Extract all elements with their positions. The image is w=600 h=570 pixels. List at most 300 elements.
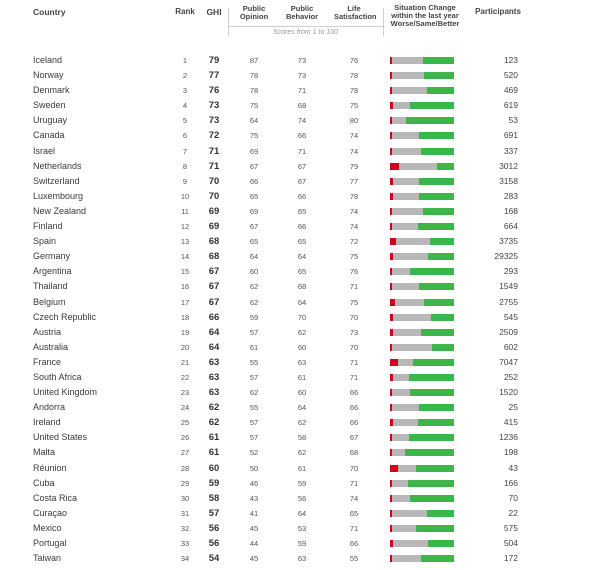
cell-public-opinion: 66 — [249, 176, 259, 186]
situation-change-bar — [390, 223, 454, 230]
better-segment — [405, 449, 454, 456]
cell-ghi: 69 — [208, 221, 220, 233]
situation-change-bar — [390, 208, 454, 215]
cell-ghi: 56 — [208, 538, 220, 549]
situation-change-bar — [390, 404, 454, 411]
cell-public-behavior: 59 — [297, 539, 307, 548]
same-segment — [392, 510, 427, 517]
cell-rank: 3 — [182, 86, 188, 96]
cell-participants: 1520 — [499, 387, 518, 398]
table-row[interactable] — [0, 430, 600, 445]
cell-public-behavior: 65 — [297, 237, 307, 247]
cell-life-satisfaction: 74 — [349, 493, 359, 503]
better-segment — [410, 495, 454, 502]
worse-segment — [390, 465, 398, 472]
cell-participants: 545 — [503, 311, 518, 322]
cell-ghi: 66 — [208, 311, 220, 323]
cell-ghi: 64 — [208, 341, 220, 353]
cell-public-behavior: 71 — [297, 86, 307, 96]
cell-participants: 504 — [503, 538, 518, 548]
cell-public-behavior: 71 — [297, 146, 307, 156]
same-segment — [396, 238, 429, 245]
cell-life-satisfaction: 71 — [349, 357, 359, 367]
cell-rank: 25 — [180, 418, 190, 428]
cell-country: France — [33, 356, 62, 367]
same-segment — [393, 314, 431, 321]
cell-country: Finland — [33, 221, 63, 232]
table-row[interactable] — [0, 264, 600, 279]
cell-life-satisfaction: 66 — [349, 403, 359, 413]
situation-change-bar — [390, 329, 454, 336]
situation-change-bar — [390, 465, 454, 472]
cell-rank: 27 — [180, 448, 190, 458]
table-row[interactable] — [0, 506, 600, 521]
cell-life-satisfaction: 71 — [349, 372, 359, 382]
cell-public-behavior: 53 — [297, 523, 307, 533]
table-row[interactable] — [0, 355, 600, 370]
cell-country: South Africa — [33, 371, 82, 382]
cell-life-satisfaction: 78 — [349, 86, 359, 96]
same-segment — [393, 540, 428, 547]
cell-public-opinion: 57 — [249, 372, 259, 382]
cell-rank: 30 — [180, 493, 190, 503]
cell-public-opinion: 45 — [249, 523, 259, 533]
cell-ghi: 62 — [208, 417, 220, 429]
cell-participants: 25 — [508, 402, 518, 413]
same-segment — [392, 72, 424, 79]
cell-ghi: 67 — [208, 281, 220, 293]
cell-life-satisfaction: 70 — [349, 342, 359, 352]
situation-change-bar — [390, 480, 454, 487]
cell-country: Andorra — [33, 402, 66, 413]
cell-participants: 168 — [503, 205, 518, 216]
situation-change-bar — [390, 299, 454, 306]
table-row[interactable] — [0, 234, 600, 249]
same-segment — [399, 163, 437, 170]
table-row[interactable] — [0, 400, 600, 415]
table-row[interactable] — [0, 536, 600, 551]
cell-public-behavior: 63 — [297, 357, 307, 367]
cell-ghi: 62 — [208, 402, 220, 414]
cell-public-behavior: 56 — [297, 493, 307, 503]
same-segment — [392, 148, 421, 155]
cell-public-opinion: 52 — [249, 448, 259, 458]
table-row[interactable] — [0, 98, 600, 113]
table-row[interactable] — [0, 415, 600, 430]
cell-ghi: 68 — [208, 251, 220, 263]
cell-public-behavior: 61 — [297, 372, 307, 382]
same-segment — [393, 178, 420, 185]
situation-change-bar — [390, 540, 454, 547]
cell-public-behavior: 62 — [297, 448, 307, 458]
header-life-satisfaction[interactable]: Life Satisfaction — [334, 4, 377, 21]
cell-participants: 7047 — [499, 356, 518, 367]
same-segment — [393, 329, 421, 336]
table-row[interactable] — [0, 144, 600, 159]
cell-public-opinion: 57 — [249, 327, 259, 337]
cell-public-behavior: 67 — [297, 161, 307, 171]
cell-life-satisfaction: 75 — [349, 252, 359, 262]
cell-participants: 2509 — [499, 326, 518, 337]
situation-change-bar — [390, 374, 454, 381]
cell-country: Denmark — [33, 85, 70, 96]
cell-rank: 12 — [180, 222, 190, 232]
cell-public-behavior: 58 — [297, 433, 307, 443]
cell-public-opinion: 41 — [249, 508, 259, 518]
table-row[interactable] — [0, 461, 600, 476]
cell-country: Mexico — [33, 522, 62, 533]
table-row[interactable] — [0, 340, 600, 355]
better-segment — [432, 344, 454, 351]
cell-participants: 166 — [503, 477, 518, 488]
same-segment — [392, 404, 419, 411]
cell-country: Taiwan — [33, 553, 62, 564]
cell-rank: 5 — [182, 116, 188, 126]
cell-country: Israel — [33, 145, 56, 156]
better-segment — [409, 434, 454, 441]
same-segment — [393, 374, 409, 381]
cell-country: Curaçao — [33, 507, 68, 518]
cell-public-opinion: 62 — [249, 297, 259, 307]
cell-country: Spain — [33, 236, 57, 247]
better-segment — [410, 102, 454, 109]
situation-change-bar — [390, 389, 454, 396]
cell-ghi: 63 — [208, 387, 220, 399]
cell-ghi: 70 — [208, 175, 220, 187]
cell-public-behavior: 64 — [297, 297, 307, 307]
cell-participants: 3012 — [499, 160, 518, 171]
cell-participants: 3735 — [499, 236, 518, 247]
same-segment — [392, 283, 419, 290]
same-segment — [392, 132, 419, 139]
cell-participants: 293 — [503, 266, 518, 277]
same-segment — [392, 555, 421, 562]
same-segment — [392, 525, 416, 532]
situation-change-bar — [390, 314, 454, 321]
better-segment — [431, 314, 454, 321]
better-segment — [419, 404, 454, 411]
cell-public-behavior: 65 — [297, 206, 307, 216]
cell-public-behavior: 70 — [297, 312, 307, 322]
cell-ghi: 79 — [208, 55, 220, 66]
situation-change-bar — [390, 238, 454, 245]
cell-public-opinion: 78 — [249, 86, 259, 96]
cell-rank: 9 — [182, 176, 188, 186]
cell-rank: 26 — [180, 433, 190, 443]
cell-life-satisfaction: 66 — [349, 539, 359, 548]
cell-public-opinion: 46 — [249, 478, 259, 488]
cell-public-behavior: 60 — [297, 342, 307, 352]
cell-life-satisfaction: 71 — [349, 523, 359, 533]
same-segment — [392, 223, 418, 230]
header-public-opinion[interactable]: Public Opinion — [239, 4, 269, 21]
cell-public-opinion: 65 — [249, 191, 259, 201]
cell-country: Canada — [33, 130, 65, 141]
cell-public-behavior: 60 — [297, 388, 307, 398]
cell-ghi: 57 — [208, 507, 220, 519]
cell-participants: 123 — [503, 55, 518, 65]
header-public-behavior[interactable]: Public Behavior — [285, 4, 319, 21]
cell-life-satisfaction: 78 — [349, 191, 359, 201]
situation-change-bar — [390, 555, 454, 562]
table-row[interactable] — [0, 83, 600, 98]
cell-rank: 19 — [180, 327, 190, 337]
cell-public-opinion: 78 — [249, 71, 259, 81]
cell-ghi: 73 — [208, 100, 220, 112]
cell-public-behavior: 73 — [297, 71, 307, 81]
cell-rank: 22 — [180, 372, 190, 382]
cell-ghi: 76 — [208, 85, 220, 97]
cell-public-opinion: 62 — [249, 388, 259, 398]
table-row[interactable] — [0, 445, 600, 460]
cell-life-satisfaction: 78 — [349, 71, 359, 81]
situation-change-bar — [390, 525, 454, 532]
cell-public-opinion: 43 — [249, 493, 259, 503]
cell-country: Germany — [33, 251, 71, 262]
cell-ghi: 63 — [208, 371, 220, 383]
same-segment — [392, 449, 405, 456]
cell-life-satisfaction: 66 — [349, 418, 359, 428]
situation-change-bar — [390, 148, 454, 155]
cell-participants: 172 — [503, 553, 518, 564]
better-segment — [421, 555, 454, 562]
table-row[interactable] — [0, 128, 600, 143]
cell-life-satisfaction: 72 — [349, 237, 359, 247]
cell-public-behavior: 65 — [297, 267, 307, 277]
same-segment — [392, 117, 406, 124]
cell-public-behavior: 66 — [297, 191, 307, 201]
table-row[interactable] — [0, 295, 600, 310]
cell-ghi: 77 — [208, 70, 220, 82]
situation-change-bar — [390, 117, 454, 124]
cell-rank: 8 — [182, 161, 188, 171]
cell-ghi: 70 — [208, 190, 220, 202]
better-segment — [406, 117, 454, 124]
situation-change-bar — [390, 102, 454, 109]
cell-public-opinion: 67 — [249, 161, 259, 171]
cell-public-opinion: 45 — [249, 554, 259, 564]
table-row[interactable] — [0, 189, 600, 204]
header-country[interactable]: Country — [33, 7, 66, 17]
same-segment — [393, 193, 420, 200]
cell-participants: 53 — [508, 115, 518, 126]
cell-public-behavior: 74 — [297, 116, 307, 126]
better-segment — [424, 72, 454, 79]
cell-public-opinion: 60 — [249, 267, 259, 277]
table-row[interactable] — [0, 491, 600, 506]
header-rank[interactable]: Rank — [175, 7, 195, 16]
situation-change-bar — [390, 344, 454, 351]
better-segment — [428, 540, 454, 547]
same-segment — [398, 465, 416, 472]
table-row[interactable] — [0, 521, 600, 536]
cell-life-satisfaction: 74 — [349, 146, 359, 156]
cell-ghi: 54 — [208, 553, 220, 565]
cell-country: United Kingdom — [33, 387, 98, 398]
cell-participants: 691 — [503, 130, 518, 141]
cell-participants: 29325 — [494, 251, 518, 262]
cell-public-behavior: 64 — [297, 403, 307, 413]
cell-participants: 2755 — [499, 296, 518, 307]
table-body — [0, 53, 600, 566]
table-row[interactable] — [0, 249, 600, 264]
cell-life-satisfaction: 70 — [349, 312, 359, 322]
cell-rank: 6 — [182, 131, 188, 141]
cell-country: Costa Rica — [33, 492, 78, 503]
cell-country: New Zealand — [33, 205, 87, 216]
cell-participants: 602 — [503, 341, 518, 352]
cell-public-behavior: 68 — [297, 101, 307, 111]
cell-rank: 10 — [180, 191, 190, 201]
cell-public-behavior: 64 — [297, 252, 307, 262]
cell-participants: 22 — [508, 507, 518, 518]
better-segment — [430, 238, 454, 245]
cell-public-opinion: 67 — [249, 222, 259, 232]
cell-life-satisfaction: 77 — [349, 176, 359, 186]
cell-rank: 32 — [180, 523, 190, 533]
table-row[interactable] — [0, 204, 600, 219]
cell-rank: 1 — [182, 56, 188, 65]
cell-ghi: 60 — [208, 462, 220, 474]
cell-participants: 252 — [503, 371, 518, 382]
situation-change-bar — [390, 449, 454, 456]
cell-public-behavior: 66 — [297, 131, 307, 141]
better-segment — [423, 57, 454, 64]
table-row[interactable] — [0, 219, 600, 234]
better-segment — [408, 480, 454, 487]
table-row[interactable] — [0, 370, 600, 385]
cell-rank: 29 — [180, 478, 190, 488]
cell-public-behavior: 68 — [297, 282, 307, 292]
table-row[interactable] — [0, 325, 600, 340]
cell-public-behavior: 62 — [297, 327, 307, 337]
cell-country: Belgium — [33, 296, 66, 307]
header-participants[interactable]: Participants — [475, 7, 521, 16]
table-row[interactable] — [0, 551, 600, 566]
situation-change-bar — [390, 283, 454, 290]
cell-country: Sweden — [33, 100, 66, 111]
better-segment — [419, 132, 454, 139]
table-row[interactable] — [0, 310, 600, 325]
cell-public-opinion: 64 — [249, 252, 259, 262]
table-row[interactable] — [0, 159, 600, 174]
same-segment — [392, 389, 410, 396]
cell-life-satisfaction: 68 — [349, 448, 359, 458]
cell-rank: 34 — [180, 554, 190, 564]
cell-life-satisfaction: 71 — [349, 478, 359, 488]
cell-public-opinion: 61 — [249, 342, 259, 352]
cell-country: United States — [33, 432, 88, 443]
cell-life-satisfaction: 80 — [349, 116, 359, 126]
cell-country: Portugal — [33, 538, 67, 548]
better-segment — [418, 419, 454, 426]
cell-public-opinion: 87 — [249, 56, 259, 65]
cell-participants: 664 — [503, 221, 518, 232]
cell-country: Cuba — [33, 477, 55, 488]
cell-ghi: 69 — [208, 205, 220, 217]
cell-rank: 31 — [180, 508, 190, 518]
same-segment — [392, 480, 408, 487]
better-segment — [419, 193, 454, 200]
cell-ghi: 72 — [208, 130, 220, 142]
same-segment — [392, 495, 410, 502]
cell-rank: 17 — [180, 297, 190, 307]
table-row[interactable] — [0, 174, 600, 189]
cell-participants: 283 — [503, 190, 518, 201]
header-ghi[interactable]: GHI — [206, 7, 222, 17]
cell-country: Ireland — [33, 417, 61, 428]
table-row[interactable] — [0, 113, 600, 128]
table-row[interactable] — [0, 279, 600, 294]
better-segment — [424, 299, 454, 306]
situation-change-bar — [390, 359, 454, 366]
cell-life-satisfaction: 71 — [349, 282, 359, 292]
cell-ghi: 73 — [208, 115, 220, 127]
same-segment — [392, 434, 409, 441]
cell-rank: 15 — [180, 267, 190, 277]
cell-public-opinion: 44 — [249, 539, 259, 548]
better-segment — [427, 510, 454, 517]
cell-country: Norway — [33, 70, 64, 81]
cell-ghi: 67 — [208, 296, 220, 308]
cell-country: Australia — [33, 341, 69, 352]
cell-rank: 18 — [180, 312, 190, 322]
cell-rank: 7 — [182, 146, 188, 156]
cell-participants: 3158 — [499, 175, 518, 186]
situation-change-bar — [390, 495, 454, 502]
table-row[interactable] — [0, 476, 600, 491]
cell-participants: 1549 — [499, 281, 518, 292]
cell-ghi: 58 — [208, 492, 220, 504]
situation-change-bar — [390, 268, 454, 275]
cell-public-opinion: 65 — [249, 237, 259, 247]
cell-rank: 16 — [180, 282, 190, 292]
cell-public-opinion: 57 — [249, 433, 259, 443]
better-segment — [419, 178, 454, 185]
same-segment — [392, 344, 432, 351]
cell-public-opinion: 57 — [249, 418, 259, 428]
cell-public-opinion: 59 — [249, 312, 259, 322]
cell-life-satisfaction: 65 — [349, 508, 359, 518]
cell-rank: 33 — [180, 539, 190, 548]
situation-change-bar — [390, 178, 454, 185]
better-segment — [427, 87, 454, 94]
header-underline — [228, 26, 383, 27]
cell-participants: 43 — [508, 462, 518, 473]
cell-participants: 198 — [503, 447, 518, 458]
header-situation-change[interactable]: Situation Change within the last year Worse/Same/Better — [390, 3, 460, 28]
table-row[interactable] — [0, 53, 600, 68]
cell-public-opinion: 62 — [249, 282, 259, 292]
better-segment — [428, 253, 454, 260]
cell-participants: 619 — [503, 100, 518, 111]
better-segment — [410, 268, 454, 275]
cell-life-satisfaction: 79 — [349, 161, 359, 171]
cell-participants: 415 — [503, 417, 518, 428]
table-row[interactable] — [0, 68, 600, 83]
cell-rank: 20 — [180, 342, 190, 352]
cell-participants: 70 — [508, 492, 518, 503]
cell-country: Austria — [33, 326, 62, 337]
better-segment — [409, 374, 454, 381]
better-segment — [423, 208, 454, 215]
cell-public-behavior: 66 — [297, 222, 307, 232]
better-segment — [437, 163, 454, 170]
table-row[interactable] — [0, 385, 600, 400]
cell-rank: 14 — [180, 252, 190, 262]
situation-change-bar — [390, 510, 454, 517]
cell-participants: 1236 — [499, 432, 518, 443]
